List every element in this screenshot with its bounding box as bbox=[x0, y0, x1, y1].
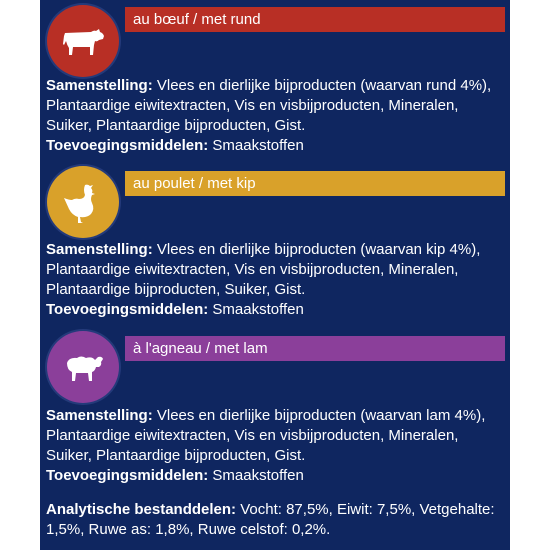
banner-label: à l'agneau / met lam bbox=[133, 340, 268, 357]
samenstelling-text: Vlees en dierlijke bijproducten (waarvan lam 4%), Plantaardige eiwitextracten, Vis en visbijproducten, Mineralen, Suiker, Plantaardige bijproducten, Gist. bbox=[46, 407, 486, 464]
chicken-icon-badge bbox=[47, 166, 119, 238]
analytical-block bbox=[46, 500, 501, 540]
samenstelling-text: Vlees en dierlijke bijproducten (waarvan rund 4%), Plantaardige eiwitextracten, Vis en visbijproducten, Mineralen, Suiker, Plantaardige bijproducten, Gist. bbox=[46, 77, 492, 134]
cow-icon bbox=[57, 15, 109, 67]
toevoeging-text: Smaakstoffen bbox=[208, 137, 304, 154]
analytical-label: Analytische bestanddelen: bbox=[46, 501, 237, 518]
lamb-icon bbox=[57, 341, 109, 393]
lamb-icon-badge bbox=[47, 331, 119, 403]
samenstelling-paragraph bbox=[46, 240, 501, 300]
section-banner-chicken bbox=[125, 171, 505, 196]
chicken-icon bbox=[57, 176, 109, 228]
toevoeging-paragraph bbox=[46, 466, 501, 486]
ingredients-block-beef bbox=[46, 76, 501, 156]
banner-label: au poulet / met kip bbox=[133, 175, 256, 192]
analytical-text: Vocht: 87,5%, Eiwit: 7,5%, Vetgehalte: 1,5%, Ruwe as: 1,8%, Ruwe celstof: 0,2%. bbox=[46, 501, 495, 538]
samenstelling-label: Samenstelling: bbox=[46, 77, 153, 94]
ingredients-block-lamb bbox=[46, 406, 501, 486]
toevoeging-paragraph bbox=[46, 136, 501, 156]
section-banner-lamb bbox=[125, 336, 505, 361]
toevoeging-paragraph bbox=[46, 300, 501, 320]
samenstelling-text: Vlees en dierlijke bijproducten (waarvan kip 4%), Plantaardige eiwitextracten, Vis en visbijproducten, Mineralen, Plantaardige bijproducten, Suiker, Gist. bbox=[46, 241, 481, 298]
section-banner-beef bbox=[125, 7, 505, 32]
samenstelling-paragraph bbox=[46, 406, 501, 466]
ingredients-block-chicken bbox=[46, 240, 501, 320]
toevoeging-text: Smaakstoffen bbox=[208, 301, 304, 318]
samenstelling-label: Samenstelling: bbox=[46, 241, 153, 258]
cow-icon-badge bbox=[47, 5, 119, 77]
samenstelling-label: Samenstelling: bbox=[46, 407, 153, 424]
toevoeging-text: Smaakstoffen bbox=[208, 467, 304, 484]
banner-label: au bœuf / met rund bbox=[133, 11, 261, 28]
toevoeging-label: Toevoegingsmiddelen: bbox=[46, 301, 209, 318]
samenstelling-paragraph bbox=[46, 76, 501, 136]
toevoeging-label: Toevoegingsmiddelen: bbox=[46, 467, 209, 484]
toevoeging-label: Toevoegingsmiddelen: bbox=[46, 137, 209, 154]
